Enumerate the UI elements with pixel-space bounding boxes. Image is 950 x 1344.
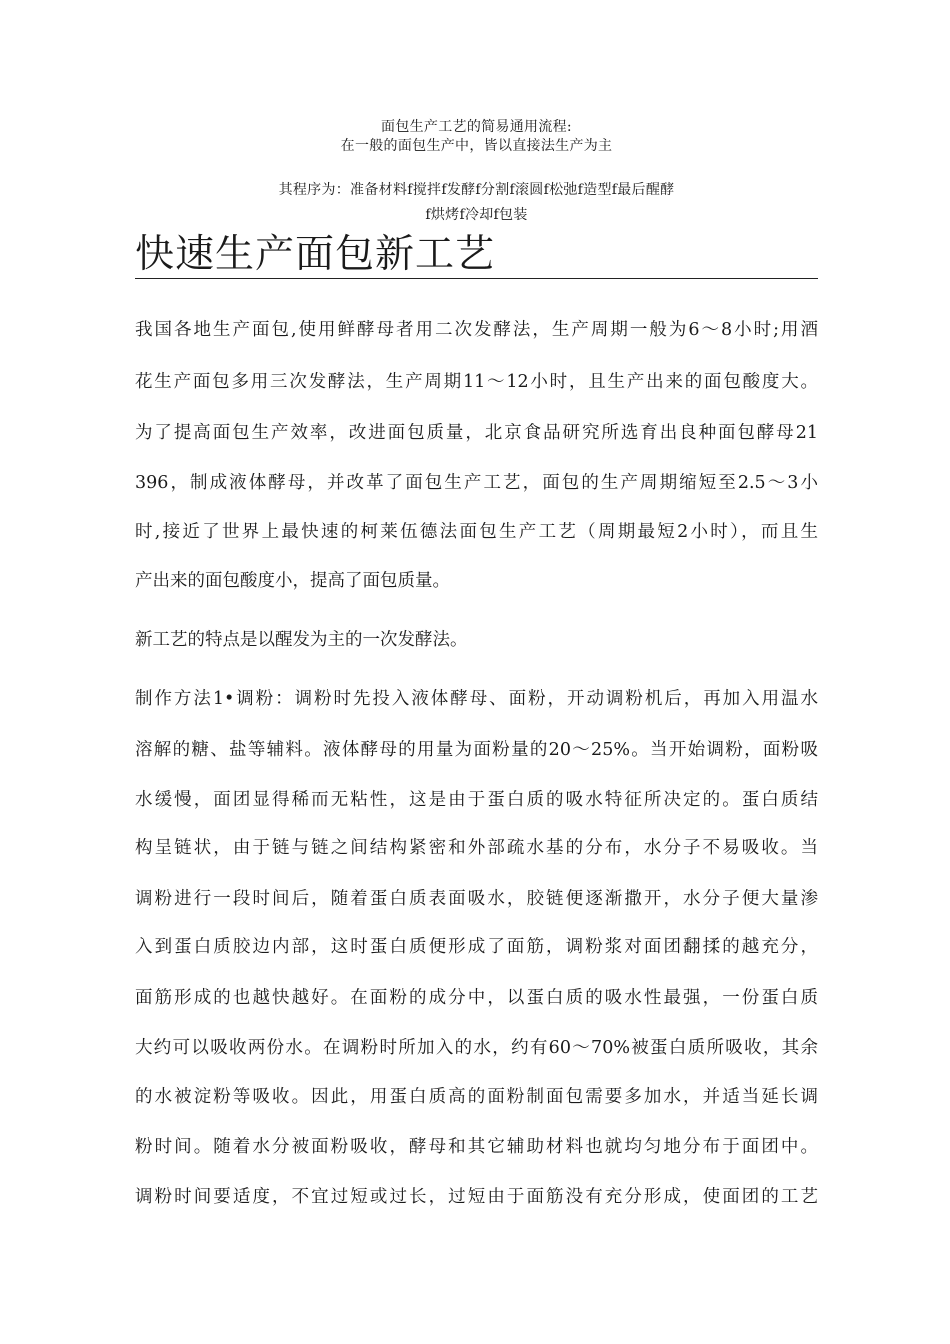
paragraph-1-line: 我国各地生产面包,使用鲜酵母者用二次发酵法，生产周期一般为6〜8小时;用酒 [135, 320, 818, 340]
page-title: 快速生产面包新工艺 [135, 232, 818, 279]
paragraph-1-line: 花生产面包多用三次发酵法，生产周期11〜12小时，且生产出来的面包酸度大。 [135, 372, 818, 392]
paragraph-3-line: 调粉进行一段时间后，随着蛋白质表面吸水，胶链便逐渐撒开，水分子便大量渗 [135, 889, 818, 909]
process-heading: 面包生产工艺的简易通用流程: [381, 119, 572, 135]
paragraph-3-line: 调粉时间要适度，不宜过短或过长，过短由于面筋没有充分形成，使面团的工艺 [135, 1187, 818, 1207]
paragraph-3-line: 水缓慢，面团显得稀而无粘性，这是由于蛋白质的吸水特征所决定的。蛋白质结 [135, 790, 818, 810]
paragraph-1-line: 为了提高面包生产效率，改进面包质量，北京食品研究所选育出良种面包酵母21 [135, 423, 818, 443]
process-steps-line-2: f烘烤f冷却f包装 [425, 207, 528, 223]
paragraph-3-line: 入到蛋白质胶边内部，这时蛋白质便形成了面筋，调粉浆对面团翻揉的越充分， [135, 937, 818, 957]
process-steps-line-1: 其程序为：准备材料f搅拌f发酵f分割f滚圆f松弛f造型f最后醒酵 [278, 182, 675, 198]
paragraph-3-line: 大约可以吸收两份水。在调粉时所加入的水，约有60〜70%被蛋白质所吸收，其余 [135, 1038, 818, 1058]
paragraph-1-line: 396，制成液体酵母，并改革了面包生产工艺，面包的生产周期缩短至2.5〜3小 [135, 473, 818, 493]
paragraph-3-line: 制作方法1•调粉：调粉时先投入液体酵母、面粉，开动调粉机后，再加入用温水 [135, 689, 818, 709]
paragraph-1-line: 产出来的面包酸度小，提高了面包质量。 [135, 571, 450, 591]
paragraph-3-line: 面筋形成的也越快越好。在面粉的成分中，以蛋白质的吸水性最强，一份蛋白质 [135, 988, 818, 1008]
paragraph-3-line: 粉时间。随着水分被面粉吸收，酵母和其它辅助材料也就均匀地分布于面团中。 [135, 1137, 818, 1157]
paragraph-3-line: 的水被淀粉等吸收。因此，用蛋白质高的面粉制面包需要多加水，并适当延长调 [135, 1087, 818, 1107]
paragraph-1-line: 时,接近了世界上最快速的柯莱伍德法面包生产工艺（周期最短2小时），而且生 [135, 522, 818, 542]
paragraph-2: 新工艺的特点是以醒发为主的一次发酵法。 [135, 630, 468, 650]
process-subheading: 在一般的面包生产中，皆以直接法生产为主 [340, 138, 613, 154]
paragraph-3-line: 构呈链状，由于链与链之间结构紧密和外部疏水基的分布，水分子不易吸收。当 [135, 838, 818, 858]
paragraph-3-line: 溶解的糖、盐等辅料。液体酵母的用量为面粉量的20〜25%。当开始调粉，面粉吸 [135, 740, 818, 760]
